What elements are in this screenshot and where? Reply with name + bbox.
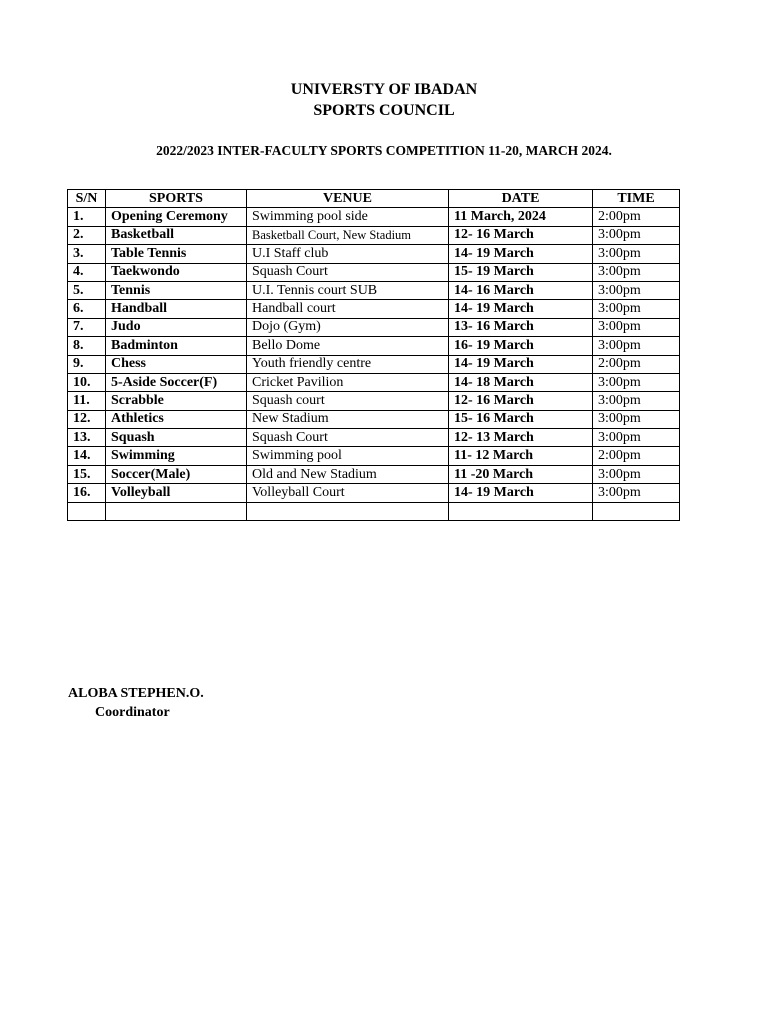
cell-sn: 13. [68, 429, 106, 447]
cell-venue: Swimming pool [247, 447, 449, 465]
cell-venue: Dojo (Gym) [247, 318, 449, 336]
table-row [68, 484, 680, 502]
cell-time: 3:00pm [593, 429, 680, 447]
table-row [68, 263, 680, 281]
cell-date: 11 -20 March [449, 465, 593, 483]
table-row [68, 410, 680, 428]
cell-date: 14- 19 March [449, 245, 593, 263]
cell-date: 14- 19 March [449, 355, 593, 373]
table-row [68, 245, 680, 263]
cell-time: 3:00pm [593, 410, 680, 428]
cell-sn: 11. [68, 392, 106, 410]
cell-time: 3:00pm [593, 337, 680, 355]
column-header-sn: S/N [68, 190, 106, 208]
cell-venue: Bello Dome [247, 337, 449, 355]
cell-date: 16- 19 March [449, 337, 593, 355]
cell-date: 14- 16 March [449, 281, 593, 299]
table-row [68, 355, 680, 373]
cell-date: 15- 16 March [449, 410, 593, 428]
cell-sport: 5-Aside Soccer(F) [106, 373, 247, 391]
cell-date: 14- 19 March [449, 484, 593, 502]
cell-venue: U.I Staff club [247, 245, 449, 263]
column-header-time: TIME [593, 190, 680, 208]
cell-sport: Athletics [106, 410, 247, 428]
cell-venue: Youth friendly centre [247, 355, 449, 373]
coordinator-name: ALOBA STEPHEN.O. [68, 686, 204, 701]
cell-time: 3:00pm [593, 465, 680, 483]
cell-time: 3:00pm [593, 245, 680, 263]
council-title: SPORTS COUNCIL [313, 102, 455, 119]
cell-sport: Badminton [106, 337, 247, 355]
table-row [68, 337, 680, 355]
empty-table-row [68, 502, 680, 520]
cell-date: 12- 16 March [449, 226, 593, 244]
cell-sn: 4. [68, 263, 106, 281]
cell-sport: Scrabble [106, 392, 247, 410]
cell-sport: Squash [106, 429, 247, 447]
cell-sport: Volleyball [106, 484, 247, 502]
cell-sport: Judo [106, 318, 247, 336]
table-row [68, 392, 680, 410]
cell-venue: Cricket Pavilion [247, 373, 449, 391]
cell-date: 11- 12 March [449, 447, 593, 465]
cell-time: 3:00pm [593, 392, 680, 410]
cell-venue: U.I. Tennis court SUB [247, 281, 449, 299]
table-row [68, 447, 680, 465]
cell-date: 13- 16 March [449, 318, 593, 336]
empty-cell [449, 502, 593, 520]
cell-venue: Swimming pool side [247, 208, 449, 226]
institution-title: UNIVERSTY OF IBADAN [290, 81, 478, 98]
cell-sport: Tennis [106, 281, 247, 299]
schedule-table [67, 189, 680, 521]
cell-sn: 3. [68, 245, 106, 263]
empty-cell [247, 502, 449, 520]
competition-title: 2022/2023 INTER-FACULTY SPORTS COMPETITION 11-20, MARCH 2024. [156, 143, 612, 158]
cell-time: 3:00pm [593, 484, 680, 502]
cell-date: 14- 18 March [449, 373, 593, 391]
cell-sport: Soccer(Male) [106, 465, 247, 483]
table-row [68, 281, 680, 299]
cell-sn: 14. [68, 447, 106, 465]
cell-sport: Handball [106, 300, 247, 318]
cell-sport: Table Tennis [106, 245, 247, 263]
cell-sn: 8. [68, 337, 106, 355]
cell-date: 14- 19 March [449, 300, 593, 318]
cell-time: 2:00pm [593, 447, 680, 465]
cell-sn: 1. [68, 208, 106, 226]
cell-time: 3:00pm [593, 226, 680, 244]
cell-sn: 15. [68, 465, 106, 483]
cell-sn: 7. [68, 318, 106, 336]
cell-date: 15- 19 March [449, 263, 593, 281]
table-row [68, 208, 680, 226]
cell-sn: 6. [68, 300, 106, 318]
cell-time: 3:00pm [593, 281, 680, 299]
cell-venue: Old and New Stadium [247, 465, 449, 483]
empty-cell [68, 502, 106, 520]
empty-cell [106, 502, 247, 520]
table-row [68, 465, 680, 483]
empty-cell [593, 502, 680, 520]
cell-date: 12- 16 March [449, 392, 593, 410]
cell-time: 3:00pm [593, 300, 680, 318]
cell-date: 12- 13 March [449, 429, 593, 447]
cell-time: 3:00pm [593, 318, 680, 336]
table-row [68, 300, 680, 318]
cell-venue: Volleyball Court [247, 484, 449, 502]
cell-time: 2:00pm [593, 355, 680, 373]
table-row [68, 429, 680, 447]
cell-sport: Basketball [106, 226, 247, 244]
cell-sport: Opening Ceremony [106, 208, 247, 226]
table-row [68, 318, 680, 336]
cell-sn: 10. [68, 373, 106, 391]
cell-venue: Squash court [247, 392, 449, 410]
table-row [68, 373, 680, 391]
column-header-venue: VENUE [247, 190, 449, 208]
cell-venue: Basketball Court, New Stadium [247, 226, 449, 244]
table-row [68, 226, 680, 244]
cell-sn: 2. [68, 226, 106, 244]
cell-venue: Handball court [247, 300, 449, 318]
cell-date: 11 March, 2024 [449, 208, 593, 226]
cell-time: 3:00pm [593, 263, 680, 281]
cell-sport: Chess [106, 355, 247, 373]
cell-sn: 16. [68, 484, 106, 502]
cell-time: 2:00pm [593, 208, 680, 226]
table-header-row [68, 190, 680, 208]
cell-venue: New Stadium [247, 410, 449, 428]
cell-time: 3:00pm [593, 373, 680, 391]
cell-sn: 9. [68, 355, 106, 373]
coordinator-role: Coordinator [95, 705, 170, 720]
cell-sport: Swimming [106, 447, 247, 465]
cell-venue: Squash Court [247, 263, 449, 281]
column-header-date: DATE [449, 190, 593, 208]
cell-sport: Taekwondo [106, 263, 247, 281]
cell-sn: 12. [68, 410, 106, 428]
cell-sn: 5. [68, 281, 106, 299]
cell-venue: Squash Court [247, 429, 449, 447]
column-header-sports: SPORTS [106, 190, 247, 208]
